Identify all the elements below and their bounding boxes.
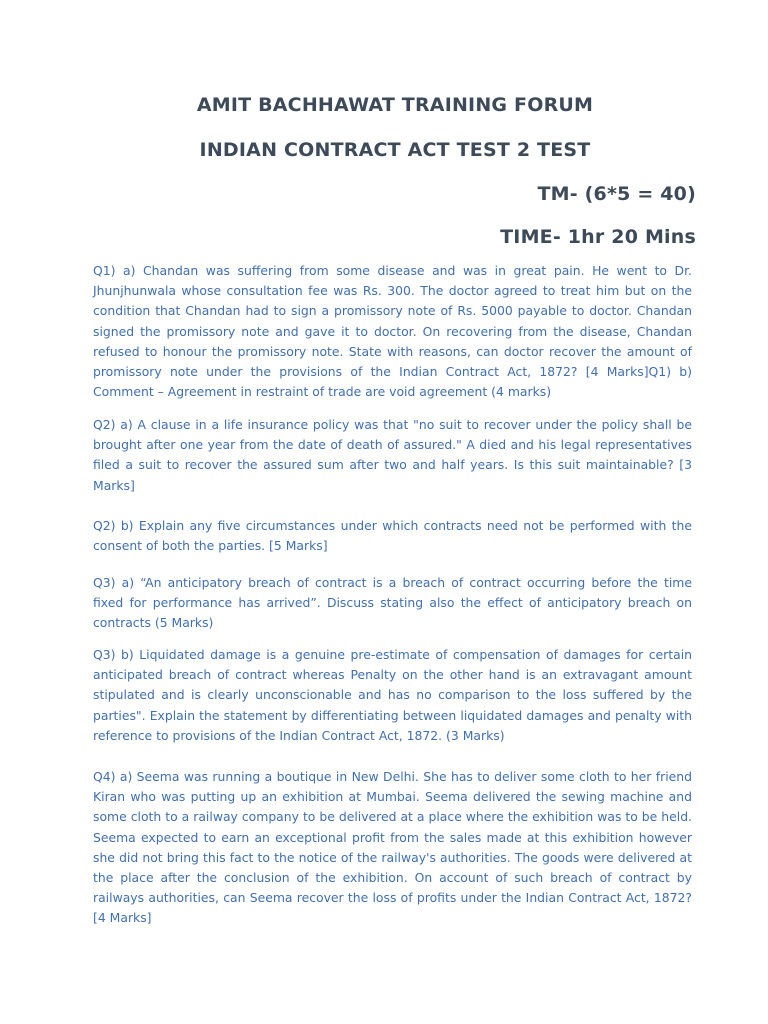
test-subtitle: INDIAN CONTRACT ACT TEST 2 TEST [199,139,591,161]
document-title: AMIT BACHHAWAT TRAINING FORUM [196,94,594,116]
question-4a: Q4) a) Seema was running a boutique in New Delhi. She has to deliver some cloth to her friend Kiran who was putting up an exhibition at Mumbai. Seema delivered the sewing machine and some cloth to a railway company to be delivered at a place where the exhibition was to be held. Seema expected to earn an exceptional profit from the sales made at this exhibition however she did not bring this fact to the notice of the railway's authorities. The goods were delivered at the place after the conclusion of the exhibition. On account of such breach of contract by railways authorities, can Seema recover the loss of profits under the Indian Contract Act, 1872? [4 Marks] [93,769,692,926]
question-1: Q1) a) Chandan was suffering from some disease and was in great pain. He went to Dr. Jhunjhunwala whose consultation fee was Rs. 300. The doctor agreed to treat him but on the condition that Chandan had to sign a promissory note of Rs. 5000 payable to doctor. Chandan signed the promissory note and gave it to doctor. On recovering from the disease, Chandan refused to honour the promissory note. State with reasons, can doctor recover the amount of promissory note under the provisions of the Indian Contract Act, 1872? [4 Marks]Q1) b) Comment – Agreement in restraint of trade are void agreement (4 marks) [93,263,692,400]
question-3b: Q3) b) Liquidated damage is a genuine pre-estimate of compensation of damages for certain anticipated breach of contract whereas Penalty on the other hand is an extravagant amount stipulated and is clearly unconscionable and has no comparison to the loss suffered by the parties". Explain the statement by differentiating between liquidated damages and penalty with reference to provisions of the Indian Contract Act, 1872. (3 Marks) [93,647,692,743]
total-marks: TM- (6*5 = 40) [537,183,696,205]
question-2b: Q2) b) Explain any five circumstances under which contracts need not be performed with the consent of both the parties. [5 Marks] [93,518,692,554]
question-2a: Q2) a) A clause in a life insurance policy was that "no suit to recover under the policy shall be brought after one year from the date of death of assured." A died and his legal representatives filed a suit to recover the assured sum after two and half years. Is this suit maintainable? [3 Marks] [93,417,692,493]
question-3a: Q3) a) “An anticipatory breach of contract is a breach of contract occurring before the time fixed for performance has arrived”. Discuss stating also the effect of anticipatory breach on contracts (5 Marks) [93,575,692,631]
time-limit: TIME- 1hr 20 Mins [500,226,696,248]
